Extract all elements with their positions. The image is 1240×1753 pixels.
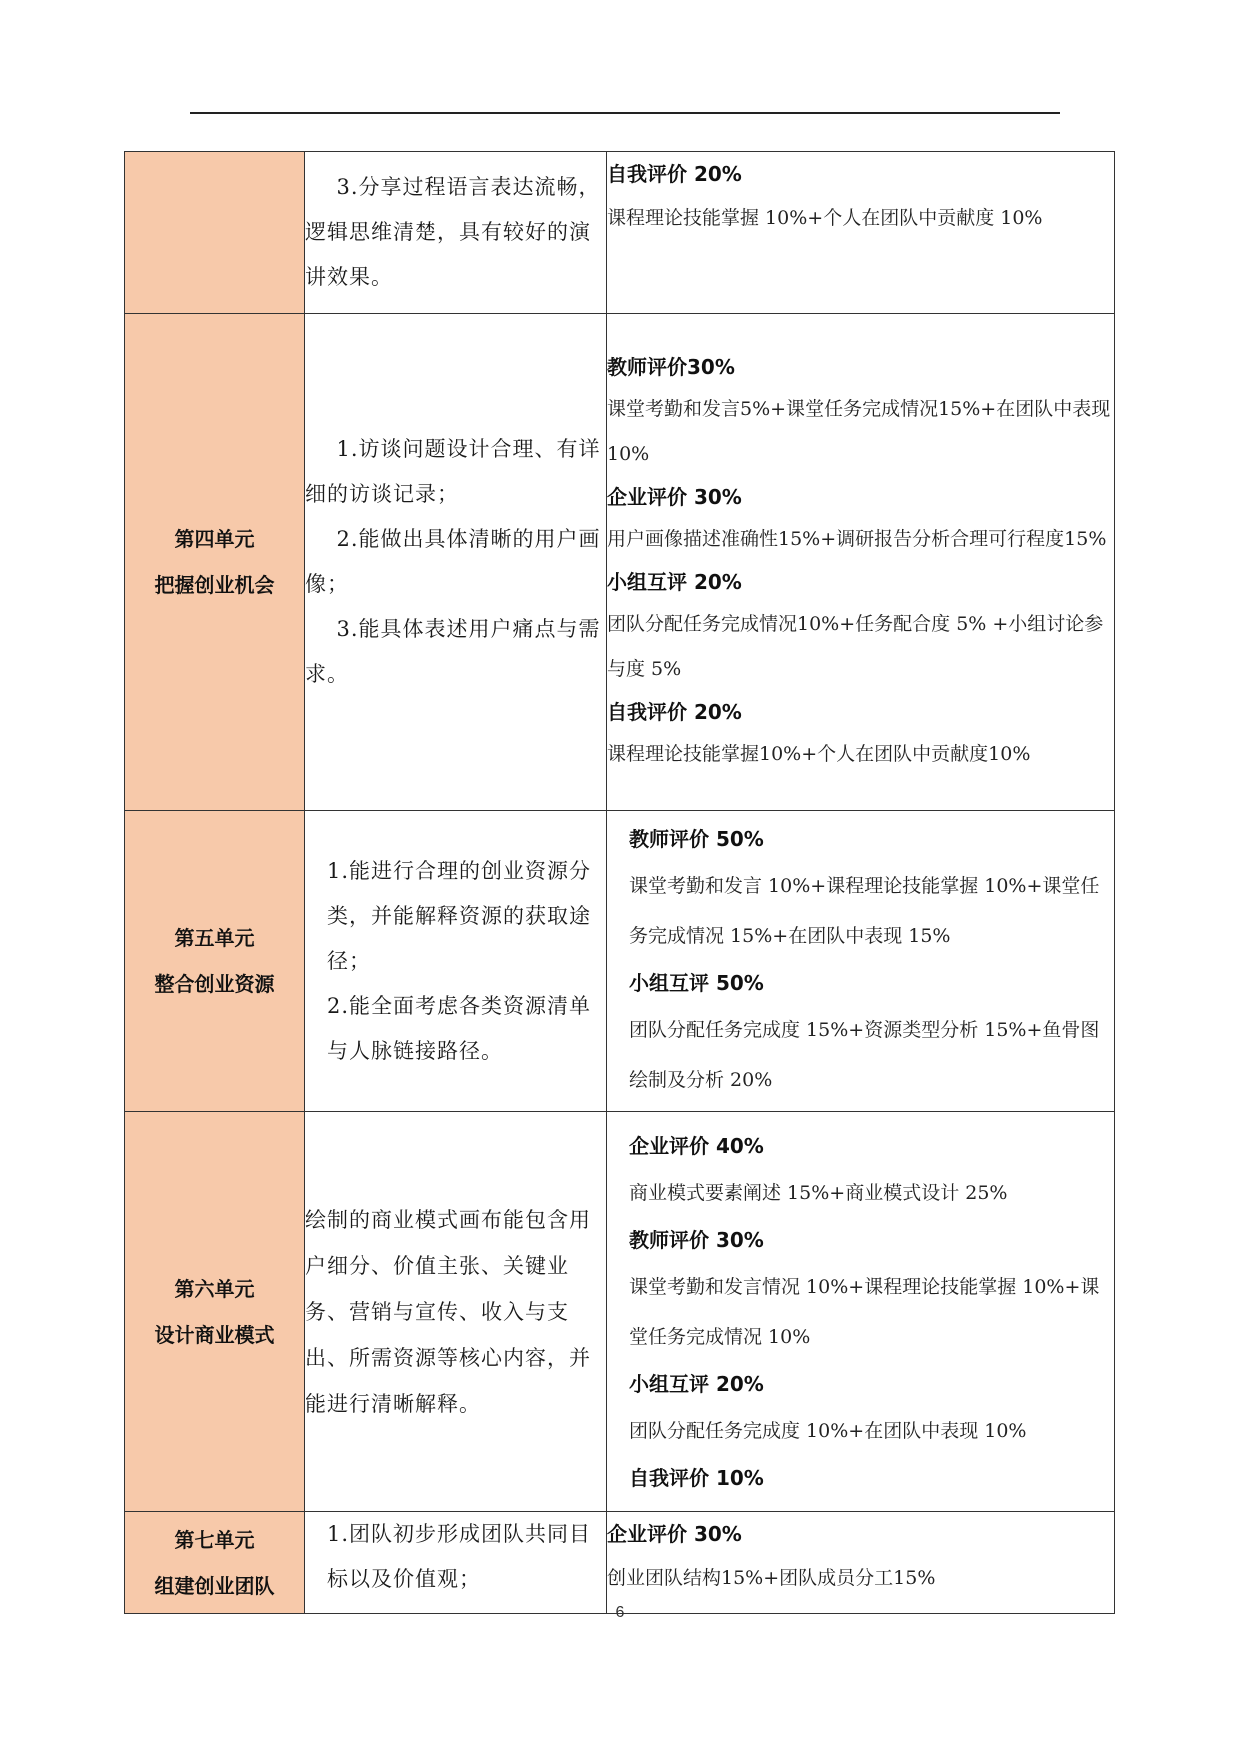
evaluation-title: 企业评价 30% (607, 485, 742, 509)
standard-cell (305, 314, 607, 811)
evaluation-title: 企业评价 40% (629, 1133, 764, 1158)
evaluation-title: 自我评价 20% (607, 700, 742, 724)
unit-title: 把握创业机会 (154, 573, 275, 597)
unit-title: 组建创业团队 (154, 1573, 275, 1598)
table-row (125, 1112, 1115, 1512)
evaluation-detail: 商业模式要素阐述 15%+商业模式设计 25% (629, 1181, 1008, 1204)
evaluation-cell (607, 152, 1115, 314)
standard-cell (305, 152, 607, 314)
evaluation-table (124, 151, 1115, 1614)
evaluation-detail: 团队分配任务完成度 15%+资源类型分析 15%+鱼骨图绘制及分析 20% (629, 1019, 1100, 1091)
evaluation-title: 小组互评 50% (629, 971, 764, 995)
table-row (125, 1512, 1115, 1614)
evaluation-title: 小组互评 20% (607, 570, 742, 594)
evaluation-detail: 课程理论技能掌握10%+个人在团队中贡献度10% (607, 743, 1031, 765)
unit-number: 第五单元 (174, 926, 255, 950)
standard-cell (305, 1512, 607, 1614)
standard-text: 1.能进行合理的创业资源分类，并能解释资源的获取途径； (327, 858, 592, 973)
evaluation-title: 教师评价 30% (629, 1227, 764, 1252)
table-row (125, 152, 1115, 314)
evaluation-detail: 课堂考勤和发言5%+课堂任务完成情况15%+在团队中表现10% (607, 398, 1111, 465)
unit-title: 设计商业模式 (154, 1322, 275, 1347)
evaluation-detail: 团队分配任务完成情况10%+任务配合度 5% +小组讨论参与度 5% (607, 613, 1104, 680)
standard-text: 3.分享过程语言表达流畅，逻辑思维清楚，具有较好的演讲效果。 (305, 175, 601, 289)
standard-text: 1.访谈问题设计合理、有详细的访谈记录； (305, 437, 601, 506)
standard-text: 2.能做出具体清晰的用户画像； (305, 527, 601, 596)
evaluation-cell (607, 1112, 1115, 1512)
unit-number: 第七单元 (174, 1527, 255, 1552)
unit-title: 整合创业资源 (154, 972, 275, 996)
evaluation-title: 小组互评 20% (629, 1371, 764, 1396)
table-row (125, 314, 1115, 811)
standard-text: 2.能全面考虑各类资源清单与人脉链接路径。 (327, 993, 592, 1063)
header-rule (190, 112, 1060, 114)
unit-number: 第四单元 (174, 527, 255, 551)
evaluation-title: 教师评价 50% (629, 827, 764, 851)
table-row (125, 811, 1115, 1112)
page-number: 6 (615, 1604, 625, 1621)
evaluation-detail: 课堂考勤和发言 10%+课程理论技能掌握 10%+课堂任务完成情况 15%+在团队中表现 15% (629, 875, 1100, 947)
evaluation-detail: 课程理论技能掌握 10%+个人在团队中贡献度 10% (607, 207, 1043, 229)
evaluation-cell (607, 1512, 1115, 1614)
unit-cell (125, 314, 305, 811)
evaluation-detail: 创业团队结构15%+团队成员分工15% (607, 1567, 936, 1589)
unit-cell (125, 1112, 305, 1512)
evaluation-title: 自我评价 20% (607, 162, 742, 186)
evaluation-detail: 课堂考勤和发言情况 10%+课程理论技能掌握 10%+课堂任务完成情况 10% (629, 1275, 1100, 1348)
evaluation-cell (607, 811, 1115, 1112)
evaluation-cell (607, 314, 1115, 811)
unit-cell (125, 1512, 305, 1614)
standard-text: 1.团队初步形成团队共同目标以及价值观； (327, 1522, 592, 1591)
standard-cell (305, 1112, 607, 1512)
evaluation-title: 自我评价 10% (629, 1465, 764, 1490)
standard-cell (305, 811, 607, 1112)
evaluation-detail: 团队分配任务完成度 10%+在团队中表现 10% (629, 1419, 1027, 1442)
evaluation-title: 教师评价30% (607, 355, 735, 379)
standard-text: 绘制的商业模式画布能包含用户细分、价值主张、关键业务、营销与宣传、收入与支出、所需资源等核心内容，并能进行清晰解释。 (305, 1207, 591, 1416)
unit-cell (125, 152, 305, 314)
standard-text: 3.能具体表述用户痛点与需求。 (305, 617, 601, 686)
unit-number: 第六单元 (174, 1276, 255, 1301)
unit-cell (125, 811, 305, 1112)
evaluation-title: 企业评价 30% (607, 1522, 742, 1546)
evaluation-detail: 用户画像描述准确性15%+调研报告分析合理可行程度15% (607, 528, 1107, 550)
